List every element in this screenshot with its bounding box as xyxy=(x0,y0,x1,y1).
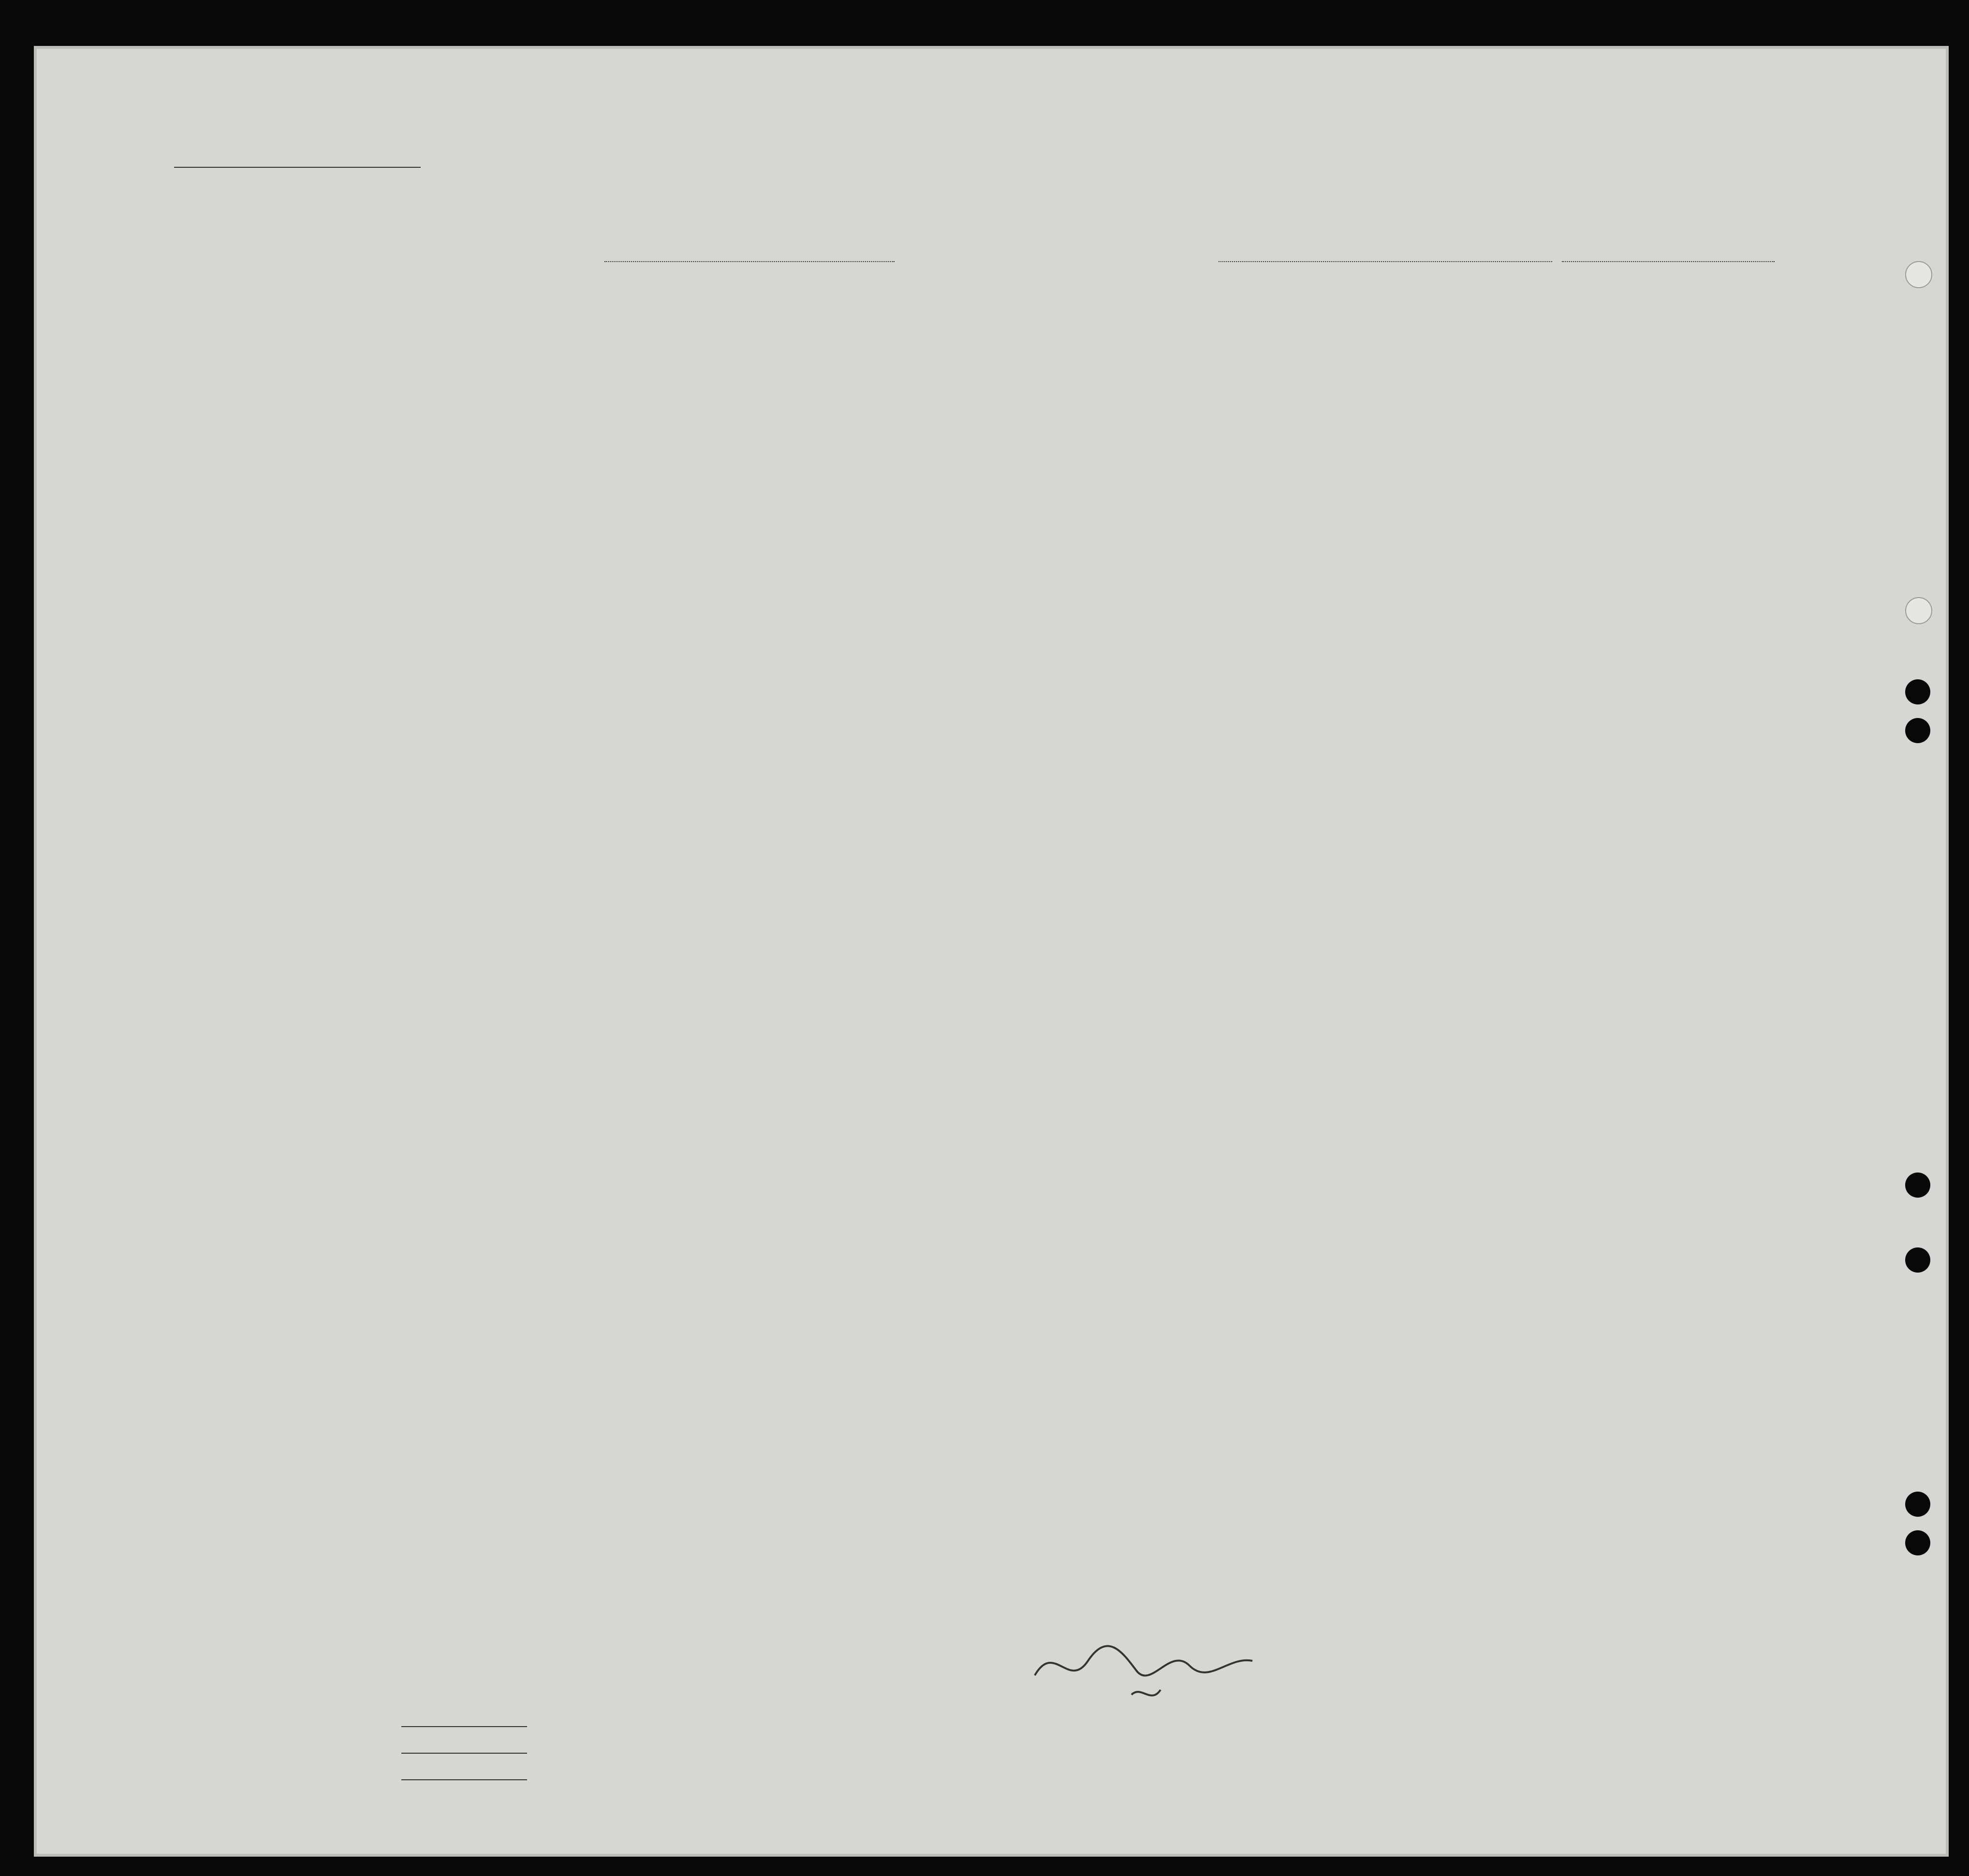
punch-hole xyxy=(1905,1492,1930,1517)
punch-hole-light xyxy=(1905,597,1932,624)
punch-hole xyxy=(1905,1530,1930,1555)
punch-hole xyxy=(1905,679,1930,704)
punch-hole xyxy=(1905,1247,1930,1273)
punch-hole-light xyxy=(1905,261,1932,288)
punch-hole xyxy=(1905,1172,1930,1198)
total-line xyxy=(401,1726,527,1727)
manifest-grid xyxy=(34,46,1949,1857)
citizens-line xyxy=(401,1753,527,1754)
manifest-sheet xyxy=(34,46,1949,1857)
official-signature xyxy=(1025,1632,1277,1714)
punch-hole xyxy=(1905,718,1930,743)
aliens-line xyxy=(401,1779,527,1780)
